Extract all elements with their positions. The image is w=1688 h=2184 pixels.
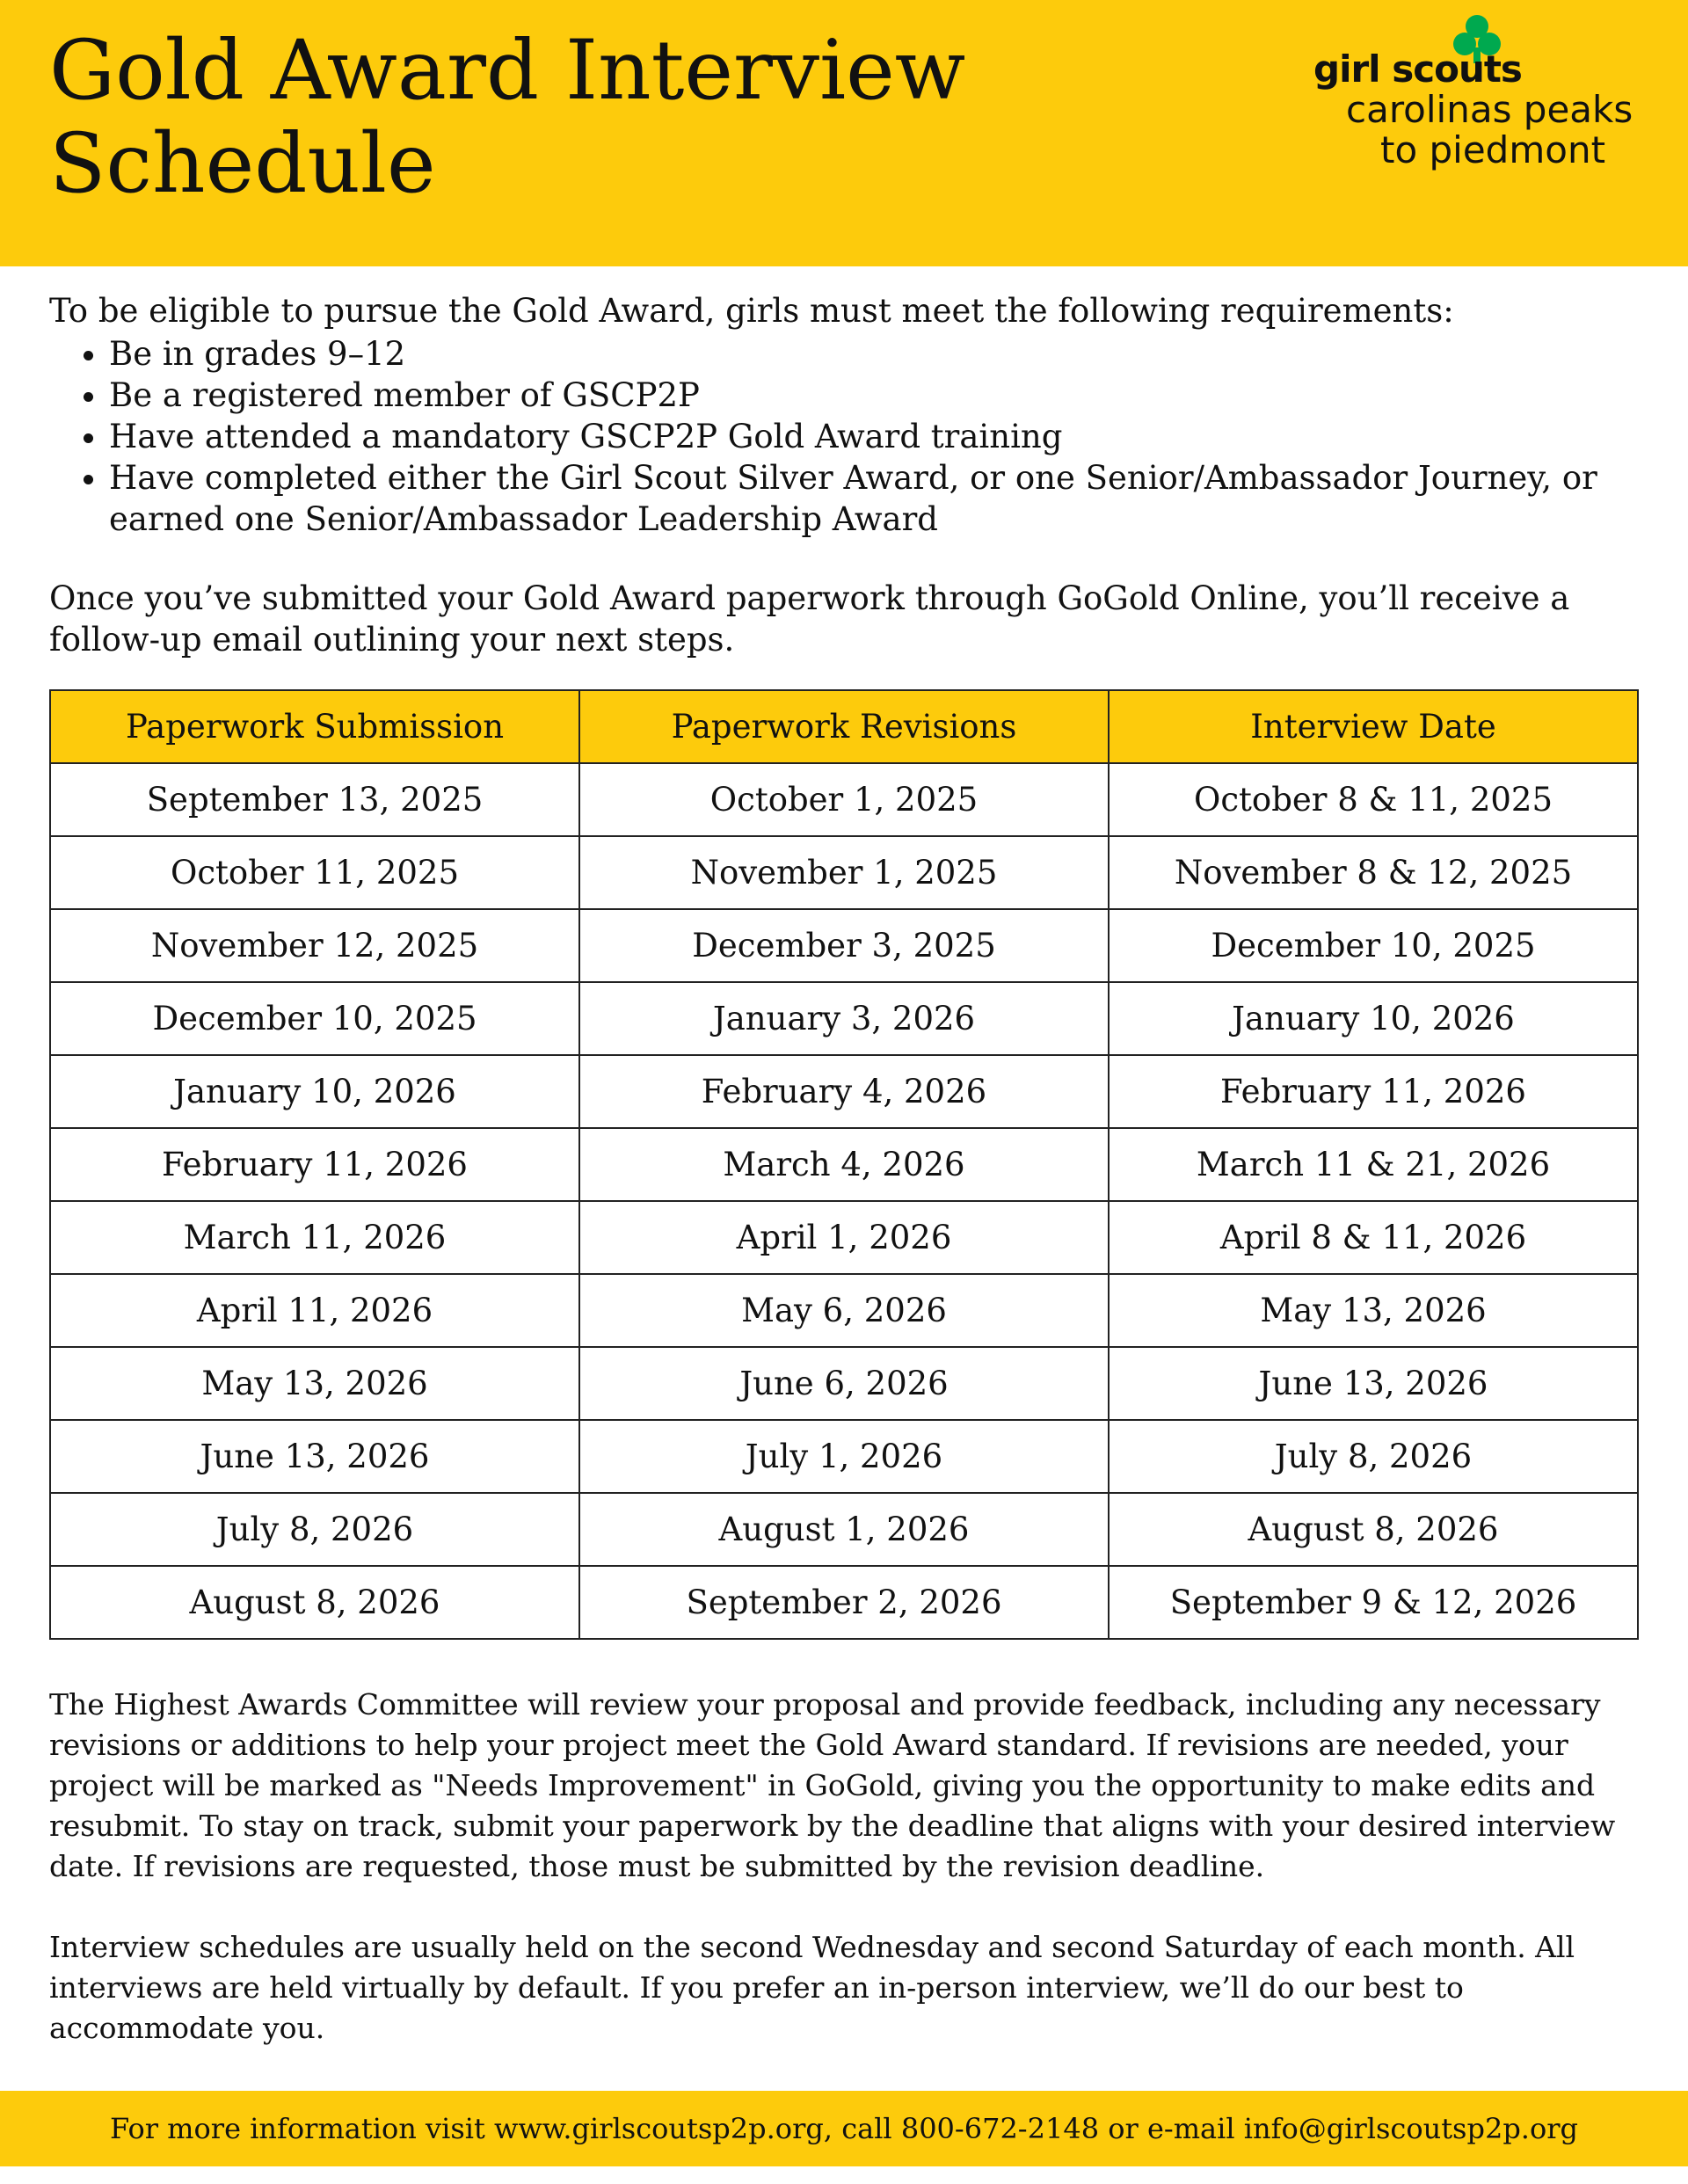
table-cell: July 8, 2026 <box>50 1493 579 1566</box>
table-cell: January 3, 2026 <box>579 982 1109 1055</box>
table-cell: November 1, 2025 <box>579 836 1109 909</box>
table-row <box>50 1055 1638 1128</box>
table-cell: November 8 & 12, 2025 <box>1109 836 1638 909</box>
table-row <box>50 763 1638 836</box>
table-row <box>50 1347 1638 1420</box>
table-cell: March 11 & 21, 2026 <box>1109 1128 1638 1201</box>
table-cell: January 10, 2026 <box>1109 982 1638 1055</box>
table-row <box>50 1201 1638 1274</box>
table-cell: September 13, 2025 <box>50 763 579 836</box>
table-cell: September 9 & 12, 2026 <box>1109 1566 1638 1639</box>
table-cell: October 1, 2025 <box>579 763 1109 836</box>
table-cell: October 8 & 11, 2025 <box>1109 763 1638 836</box>
contact-footer: For more information visit www.girlscoutsp2p.org, call 800-672-2148 or e-mail info@girlscoutsp2p.org <box>0 2091 1688 2166</box>
table-cell: June 13, 2026 <box>1109 1347 1638 1420</box>
table-row <box>50 836 1638 909</box>
table-cell: December 3, 2025 <box>579 909 1109 982</box>
table-row <box>50 1566 1638 1639</box>
table-cell: March 11, 2026 <box>50 1201 579 1274</box>
table-row <box>50 1274 1638 1347</box>
table-row <box>50 982 1638 1055</box>
table-cell: May 13, 2026 <box>1109 1274 1638 1347</box>
table-cell: October 11, 2025 <box>50 836 579 909</box>
table-row <box>50 909 1638 982</box>
logo-line-2: to piedmont <box>1380 128 1606 171</box>
logo-brand-text: girl scouts <box>1313 47 1522 91</box>
header-interview-date: Interview Date <box>1109 690 1638 763</box>
table-cell: July 1, 2026 <box>579 1420 1109 1493</box>
header-banner <box>0 0 1688 266</box>
interview-schedule-paragraph: Interview schedules are usually held on the second Wednesday and second Saturday of each month. All interviews are held virtually by default. If you prefer an in-person interview, we’ll do our best to accommodate you. <box>49 1930 1575 2045</box>
requirements-section <box>49 290 1658 660</box>
table-cell: April 8 & 11, 2026 <box>1109 1201 1638 1274</box>
table-row <box>50 1420 1638 1493</box>
girl-scouts-logo <box>1301 12 1653 179</box>
table-cell: July 8, 2026 <box>1109 1420 1638 1493</box>
list-item: • Have attended a mandatory GSCP2P Gold Award training <box>109 416 1658 457</box>
requirements-intro: To be eligible to pursue the Gold Award, girls must meet the following requirements: <box>49 292 1454 330</box>
table-cell: December 10, 2025 <box>50 982 579 1055</box>
committee-review-paragraph: The Highest Awards Committee will review your proposal and provide feedback, including any necessary revisions or additions to help your project meet the Gold Award standard. If revisions are needed, your project will be marked as "Needs Improvement" in GoGold, giving you the opportunity to make edits and resubmit. To stay on track, submit your paperwork by the deadline that aligns with your desired interview date. If revisions are requested, those must be submitted by the revision deadline. <box>49 1687 1616 1883</box>
list-item: • Be a registered member of GSCP2P <box>109 375 1658 416</box>
table-header-row <box>50 690 1638 763</box>
title-line-2: Schedule <box>49 116 436 212</box>
header-paperwork-revisions: Paperwork Revisions <box>579 690 1109 763</box>
table-cell: August 8, 2026 <box>50 1566 579 1639</box>
table-cell: May 13, 2026 <box>50 1347 579 1420</box>
table-cell: April 1, 2026 <box>579 1201 1109 1274</box>
list-item: • Have completed either the Girl Scout Silver Award, or one Senior/Ambassador Journey, or earned one Senior/Ambassador Leadership Award <box>109 457 1658 540</box>
table-cell: April 11, 2026 <box>50 1274 579 1347</box>
table-cell: August 8, 2026 <box>1109 1493 1638 1566</box>
header-paperwork-submission: Paperwork Submission <box>50 690 579 763</box>
table-cell: June 13, 2026 <box>50 1420 579 1493</box>
notes-section <box>49 1685 1667 2089</box>
table-cell: February 4, 2026 <box>579 1055 1109 1128</box>
page-title <box>49 25 1192 211</box>
table-cell: September 2, 2026 <box>579 1566 1109 1639</box>
table-row <box>50 1128 1638 1201</box>
schedule-table <box>49 689 1639 1640</box>
title-line-1: Gold Award Interview <box>49 23 966 119</box>
table-cell: June 6, 2026 <box>579 1347 1109 1420</box>
table-cell: August 1, 2026 <box>579 1493 1109 1566</box>
list-item: • Be in grades 9–12 <box>109 333 1658 375</box>
table-cell: March 4, 2026 <box>579 1128 1109 1201</box>
table-cell: November 12, 2025 <box>50 909 579 982</box>
table-cell: May 6, 2026 <box>579 1274 1109 1347</box>
table-cell: February 11, 2026 <box>50 1128 579 1201</box>
table-cell: January 10, 2026 <box>50 1055 579 1128</box>
requirements-list <box>49 333 1658 540</box>
logo-line-1: carolinas peaks <box>1346 88 1633 131</box>
table-row <box>50 1493 1638 1566</box>
table-cell: December 10, 2025 <box>1109 909 1638 982</box>
table-cell: February 11, 2026 <box>1109 1055 1638 1128</box>
followup-paragraph: Once you’ve submitted your Gold Award paperwork through GoGold Online, you’ll receive a follow-up email outlining your next steps. <box>49 579 1570 659</box>
